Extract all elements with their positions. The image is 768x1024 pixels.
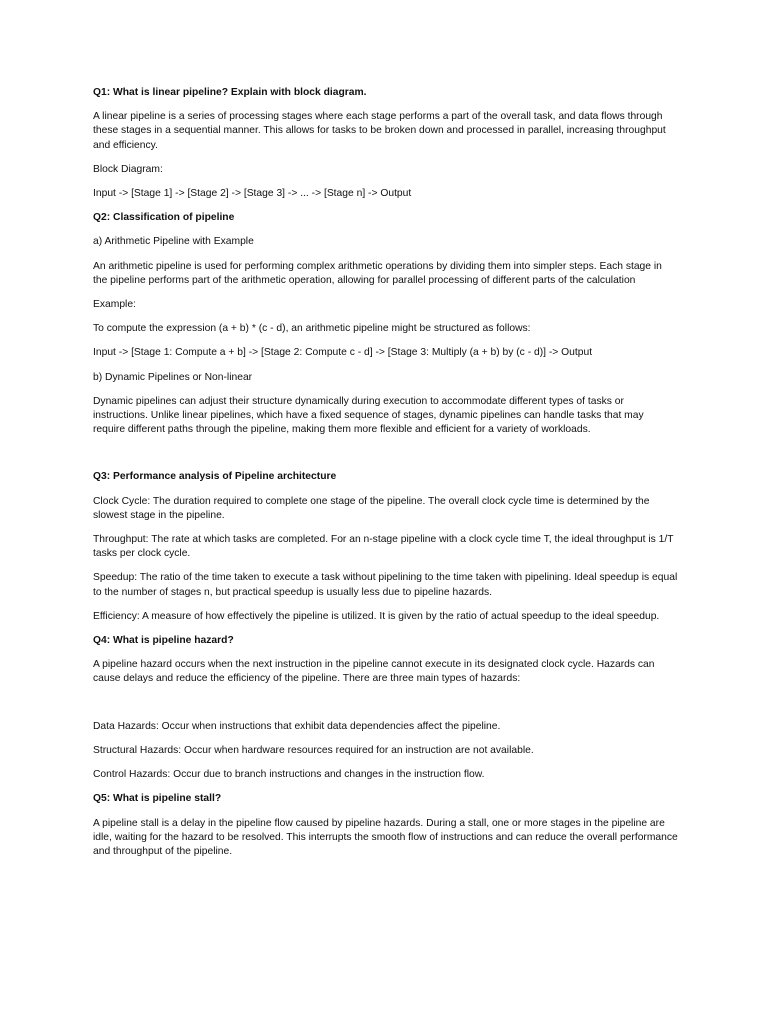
q1-block-diagram-label: Block Diagram:	[93, 163, 163, 175]
q3-clock-cycle: Clock Cycle: The duration required to complete one stage of the pipeline. The overall clock cycle time is determined by the slowest stage in the pipeline.	[93, 495, 650, 521]
q2b-title: b) Dynamic Pipelines or Non-linear	[93, 371, 253, 383]
q2a-example-label: Example:	[93, 299, 136, 311]
q1-heading: Q1: What is linear pipeline? Explain with block diagram.	[93, 87, 367, 98]
q3-heading: Q3: Performance analysis of Pipeline architecture	[93, 471, 337, 483]
q4-heading: Q4: What is pipeline hazard?	[93, 635, 234, 647]
q4-structural-hazards: Structural Hazards: Occur when hardware resources required for an instruction are not available.	[93, 744, 534, 756]
q3-speedup: Speedup: The ratio of the time taken to execute a task without pipelining to the time taken with pipelining. Ideal speedup is equal to the number of stages n, but practical speedup is usually less due to pipeline hazards.	[93, 572, 678, 598]
q4-paragraph: A pipeline hazard occurs when the next instruction in the pipeline cannot execute in its designated clock cycle. Hazards can cause delays and reduce the efficiency of the pipeline. There are three main types of hazards:	[93, 659, 655, 685]
q2a-example-text: To compute the expression (a + b) * (c - d), an arithmetic pipeline might be structured as follows:	[93, 323, 531, 335]
q3-efficiency: Efficiency: A measure of how effectively the pipeline is utilized. It is given by the ratio of actual speedup to the ideal speedup.	[93, 610, 660, 622]
q2a-example-flow: Input -> [Stage 1: Compute a + b] -> [Stage 2: Compute c - d] -> [Stage 3: Multiply (a + b) by (c - d)] -> Output	[93, 347, 593, 359]
q2b-paragraph: Dynamic pipelines can adjust their structure dynamically during execution to accommodate different types of tasks or instructions. Unlike linear pipelines, which have a fixed sequence of stages, dynamic pipelines can handle tasks that may require different paths through the pipeline, making them more flexible and efficient for a variety of workloads.	[93, 395, 644, 436]
document-content	[93, 86, 678, 859]
q2-heading: Q2: Classification of pipeline	[93, 212, 235, 224]
q5-paragraph: A pipeline stall is a delay in the pipeline flow caused by pipeline hazards. During a stall, one or more stages in the pipeline are idle, waiting for the hazard to be resolved. This interrupts the smooth flow of instructions and can reduce the overall performance and throughput of the pipeline.	[93, 817, 678, 857]
q2a-paragraph: An arithmetic pipeline is used for performing complex arithmetic operations by dividing them into simpler steps. Each stage in the pipeline performs part of the arithmetic operation, allowing for parallel processing of different parts of the calculation	[93, 260, 662, 286]
q1-block-diagram: Input -> [Stage 1] -> [Stage 2] -> [Stage 3] -> ... -> [Stage n] -> Output	[93, 188, 412, 200]
q4-control-hazards: Control Hazards: Occur due to branch instructions and changes in the instruction flow.	[93, 769, 485, 781]
q2a-title: a) Arithmetic Pipeline with Example	[93, 236, 254, 248]
q1-paragraph: A linear pipeline is a series of processing stages where each stage performs a part of the overall task, and data flows through these stages in a sequential manner. This allows for tasks to be broken down and processed in parallel, increasing throughput and efficiency.	[93, 111, 666, 151]
q4-data-hazards: Data Hazards: Occur when instructions that exhibit data dependencies affect the pipeline.	[93, 720, 501, 732]
q3-throughput: Throughput: The rate at which tasks are completed. For an n-stage pipeline with a clock cycle time T, the ideal throughput is 1/T tasks per clock cycle.	[93, 534, 674, 560]
q5-heading: Q5: What is pipeline stall?	[93, 793, 222, 805]
